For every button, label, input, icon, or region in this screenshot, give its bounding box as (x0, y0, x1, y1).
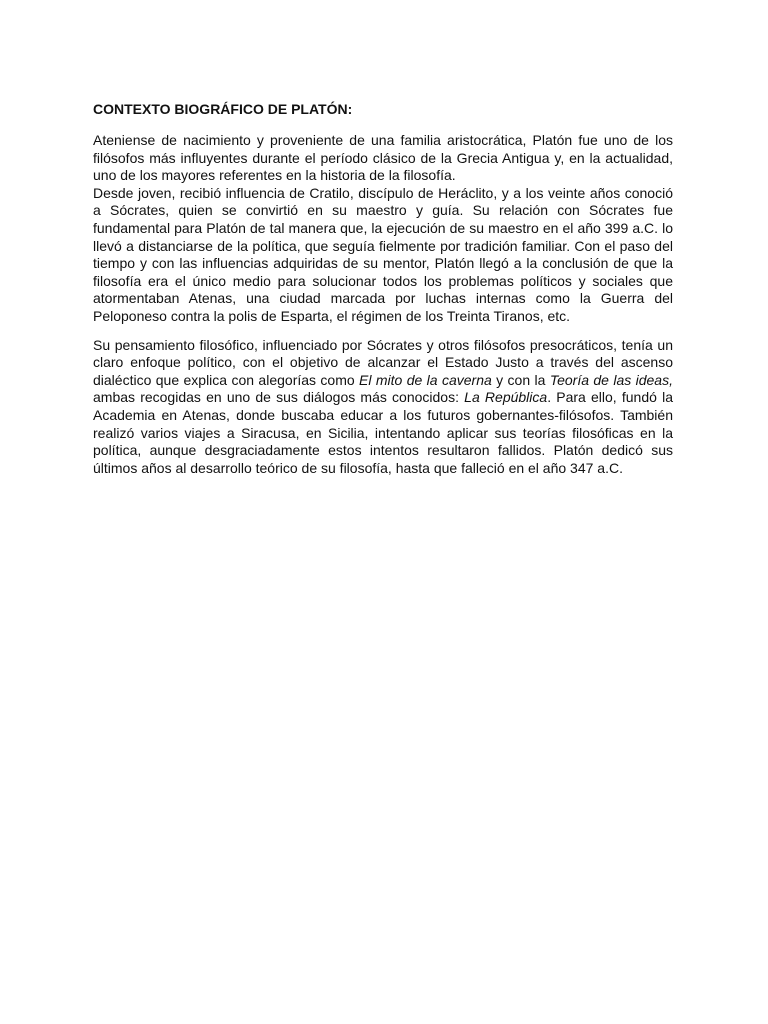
paragraph-origin: Ateniense de nacimiento y proveniente de una familia aristocrática, Platón fue uno de los filósofos más influyentes durante el período clásico de la Grecia Antigua y, en la actualidad, uno de los mayores referentes en la historia de la filosofía. (93, 132, 673, 184)
paragraph-text: . Para ello, fundó la Academia en Atenas, donde buscaba educar a los futuros gobernantes-filósofos. También realizó varios viajes a Siracusa, en Sicilia, intentando aplicar sus teorías filosóficas en la política, aunque desgraciadamente estos intentos resultaron fallidos. Platón dedicó sus últimos años al desarrollo teórico de su filosofía, hasta que falleció en el año 347 a.C. (93, 389, 673, 476)
italic-title-ideas: Teoría de las ideas, (549, 371, 673, 388)
paragraph-text: y con la (491, 371, 550, 388)
paragraph-youth: Desde joven, recibió influencia de Cratilo, discípulo de Heráclito, y a los veinte años conoció a Sócrates, quien se convirtió en su maestro y guía. Su relación con Sócrates fue fundamental para Platón de tal manera que, la ejecución de su maestro en el año 399 a.C. lo llevó a distanciarse de la política, que seguía fielmente por tradición familiar. Con el paso del tiempo y con las influencias adquiridas de su mentor, Platón llegó a la conclusión de que la filosofía era el único medio para solucionar todos los problemas políticos y sociales que atormentaban Atenas, una ciudad marcada por luchas internas como la Guerra del Peloponeso contra la polis de Esparta, el régimen de los Treinta Tiranos, etc. (93, 184, 673, 324)
paragraph-philosophy (93, 337, 673, 478)
document-page (93, 100, 673, 477)
paragraph-text: Su pensamiento filosófico, influenciado por Sócrates y otros filósofos presocráticos, tenía un claro enfoque político, con el objetivo de alcanzar el Estado Justo a través del ascenso dialéctico que explica con alegorías como (93, 336, 673, 388)
paragraph-text: ambas recogidas en uno de sus diálogos más conocidos: (93, 389, 465, 406)
italic-title-cave: El mito de la caverna (359, 371, 492, 388)
document-title: CONTEXTO BIOGRÁFICO DE PLATÓN: (93, 101, 353, 117)
italic-title-republic: La República (464, 389, 548, 406)
